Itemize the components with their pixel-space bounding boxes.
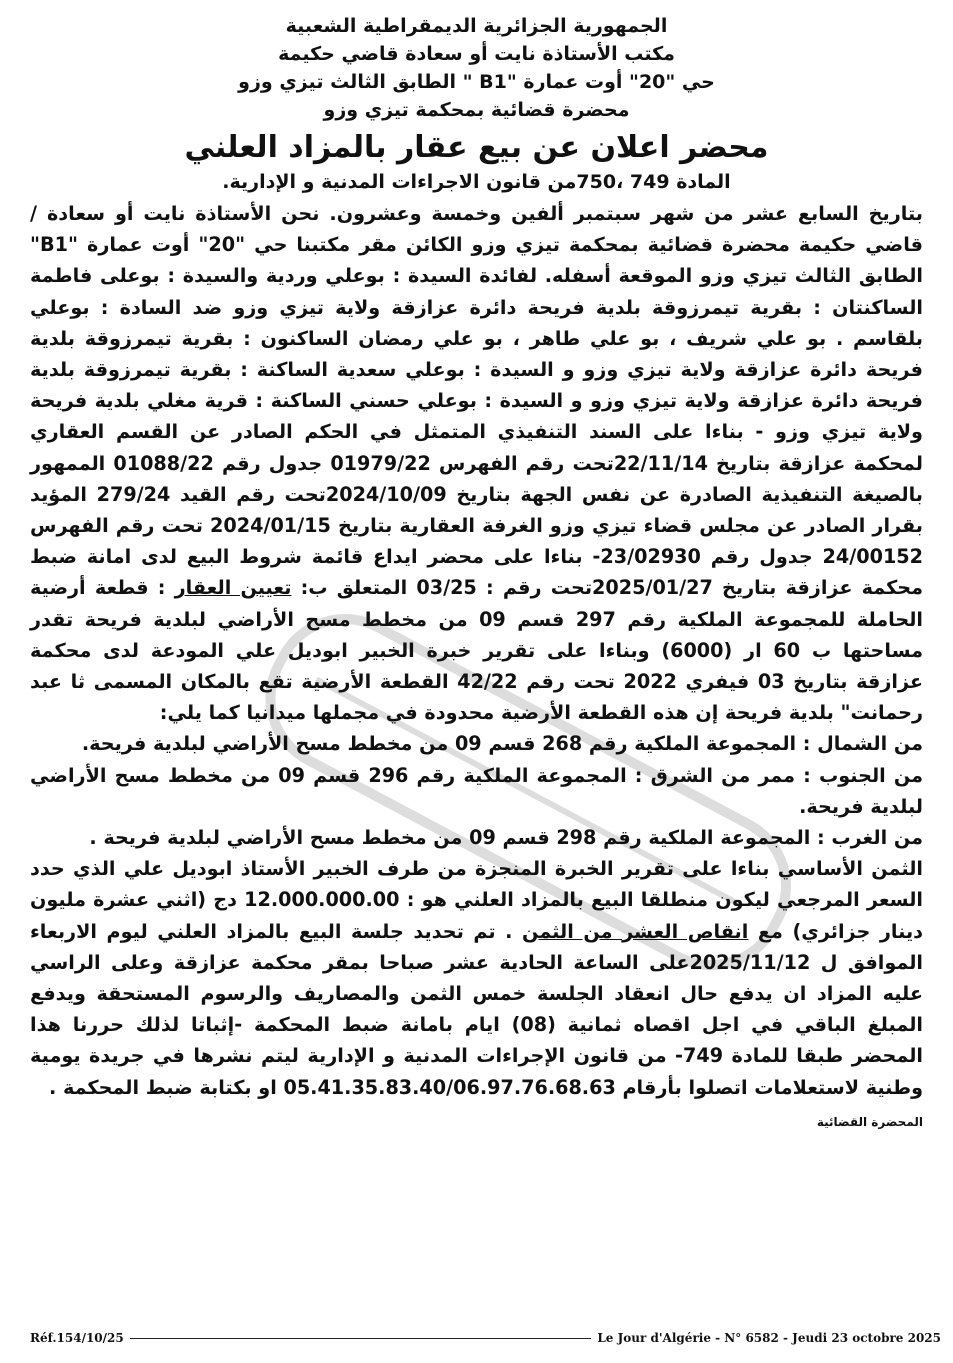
notice-title: محضر اعلان عن بيع عقار بالمزاد العلني [184, 130, 769, 165]
header-court: محضرة قضائية بمحكمة تيزي وزو [323, 99, 630, 121]
notice-header [30, 12, 923, 124]
parties-paragraph [30, 198, 923, 728]
price-paragraph [30, 853, 923, 1103]
parties-text: بتاريخ السابع عشر من شهر سبتمبر ألفين وخمسة وعشرون. نحن الأستاذة نايت أو سعادة / قاضي حكيمة محضرة قضائية بمحكمة تيزي وزو الكائن مقر مكتبنا حي "20" أوت عمارة "B1" الطابق الثالث تيزي وزو الموقعة أسفله. لفائدة السيدة : بوعلي وردية والسيدة : بوعلى فاطمة الساكنتان : بقرية تيمرزوقة بلدية فريحة دائرة عزازقة ولاية تيزي وزو ضد السادة : بوعلي بلقاسم . بو علي شريف ، بو علي طاهر ، بو علي رمضان الساكنون : بقرية تيمرزوقة بلدية فريحة دائرة عزازقة ولاية تيزي وزو و السيدة : بوعلي سعدية الساكنة : بقرية تيمرزوقة بلدية فريحة دائرة عزازقة ولاية تيزي وزو و السيدة : بوعلي حسني الساكنة : قرية مغلي بلدية فريحة ولاية تيزي وزو - بناءا على السند التنفيذي المتمثل في الحكم الصادر عن القسم العقاري لمحكمة عزازقة بتاريخ 22/11/14تحت رقم الفهرس 01979/22 جدول رقم 01088/22 الممهور بالصيغة التنفيذية الصادرة عن نفس الجهة بتاريخ 2024/10/09تحت رقم القيد 279/24 المؤيد بقرار الصادر عن مجلس قضاء تيزي وزو الغرفة العقارية بتاريخ 2024/01/15 تحت رقم الفهرس 24/00152 جدول رقم 23/02930- بناءا على محضر ايداع قائمة شروط البيع لدى امانة ضبط محكمة عزازقة بتاريخ 2025/01/27تحت رقم : 03/25 المتعلق ب: [30, 202, 924, 600]
footer-rule [130, 1338, 592, 1339]
auction-details: . تم تحديد جلسة البيع بالمزاد العلني ليوم الاربعاء الموافق ل 2025/11/12على الساعة الحادية عشر صباحا بمقر محكمة عزازقة وعلى الراسي عليه المزاد ان يدفع حال انعقاد الجلسة خمس الثمن والمصاريف والرسوم المستحقة ويدفع المبلغ الباقي في اجل اقصاه ثمانية (08) ايام بامانة ضبط المحكمة -إثباتا لذلك حررنا هذا المحضر طبقا للمادة 749- من قانون الإجراءات المدنية و الإدارية ليتم نشرها في جريدة يومية وطنية لاستعلامات اتصلوا بأرقام 05.41.35.83.40/06.97.76.68.63 او بكتابة ضبط المحكمة . [30, 919, 924, 1099]
header-republic: الجمهورية الجزائرية الديمقراطية الشعبية [285, 15, 668, 37]
header-address: حي "20" أوت عمارة "B1 " الطابق الثالث تيزي وزو [238, 71, 715, 93]
header-office: مكتب الأستاذة نايت أو سعادة قاضي حكيمة [278, 43, 675, 65]
footer-reference: Réf.154/10/25 [30, 1331, 124, 1345]
price-reduction-note: انقاص العشر من الثمن [522, 919, 749, 943]
boundary-south-east: من الجنوب : ممر من الشرق : المجموعة الملكية رقم 296 قسم 09 من مخطط مسح الأراضي لبلدية فريحة. [30, 763, 923, 818]
price-text: الثمن الأساسي بناءا على تقرير الخبرة المنجزة من طرف الخبير الأستاذ ابوديل علي الذي حدد السعر المرجعي ليكون منطلقا البيع بالمزاد العلني هو : 12.000.000.00 دج (اثني عشرة مليون دينار جزائري) مع [30, 857, 923, 943]
property-description: : قطعة أرضية الحاملة للمجموعة الملكية رقم 297 قسم 09 من مخطط مسح الأراضي لبلدية فريحة تقدر مساحتها ب 60 ار (6000) وبناءا على تقرير خبرة الخبير ابوديل علي المودعة لدى محكمة عزازقة بتاريخ 03 فيفري 2022 تحت رقم 42/22 القطعة الأرضية تقع بالمكان المسمى ثا عبد رحمانت" بلدية فريحة إن هذه القطعة الأرضية محدودة في مجملها ميدانيا كما يلي: [30, 576, 923, 725]
page-footer [30, 1326, 941, 1350]
signature-label: المحضرة القضائية [816, 1114, 923, 1129]
boundary-west: من الغرب : المجموعة الملكية رقم 298 قسم 09 من مخطط مسح الأراضي لبلدية فريحة . [89, 826, 923, 850]
footer-publication: Le Jour d'Algérie - N° 6582 - Jeudi 23 octobre 2025 [597, 1331, 941, 1345]
legal-notice [30, 12, 923, 1312]
property-designation-label: تعيين العقار [174, 576, 292, 600]
article-reference: المادة 749 ،750من قانون الاجراءات المدنية و الإدارية. [222, 171, 731, 193]
notice-body [30, 198, 923, 1103]
boundary-north: من الشمال : المجموعة الملكية رقم 268 قسم 09 من مخطط مسح الأراضي لبلدية فريحة. [81, 732, 923, 756]
